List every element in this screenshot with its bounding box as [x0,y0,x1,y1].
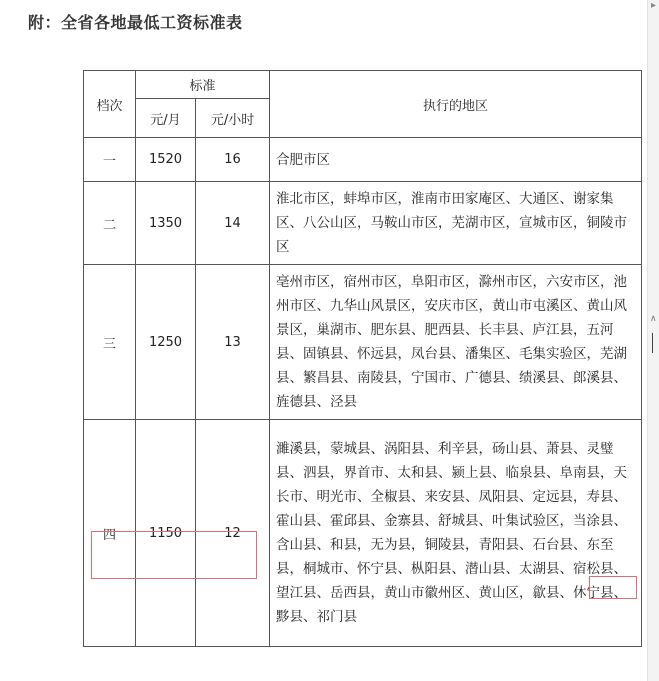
regions-cell: 濉溪县，蒙城县、涡阳县、利辛县，砀山县、萧县、灵璧县、泗县，界首市、太和县、颍上县、临泉县、阜南县，天长市、明光市、全椒县、来安县、凤阳县、定远县，寿县、霍山县、霍邱县、金寨县、舒城县、叶集试验区，当涂县、含山县、和县，无为县，铜陵县，青阳县、石台县、东至县，桐城市、怀宁县、枞阳县、潜山县、太湖县、宿松县、望江县、岳西县，黄山市徽州区、黄山区，歙县、休宁县、黟县、祁门县 [270,420,642,647]
table-row [84,265,642,420]
hourly-cell: 13 [196,265,270,420]
monthly-cell: 1520 [136,138,196,182]
grade-cell: 一 [84,138,136,182]
header-regions: 执行的地区 [270,71,642,138]
hourly-cell: 14 [196,182,270,265]
hourly-cell: 12 [196,420,270,647]
header-monthly: 元/月 [136,99,196,138]
highlight-box-qianshan [589,576,637,599]
monthly-cell: 1150 [136,420,196,647]
highlight-box-grade-four [91,531,257,579]
table-header-row [84,71,642,99]
grade-cell: 二 [84,182,136,265]
monthly-cell: 1350 [136,182,196,265]
header-standard: 标准 [136,71,270,99]
header-hourly: 元/小时 [196,99,270,138]
right-edge-panel [647,0,659,681]
grade-cell: 三 [84,265,136,420]
hourly-cell: 16 [196,138,270,182]
regions-cell: 淮北市区，蚌埠市区，淮南市田家庵区、大通区、谢家集区、八公山区，马鞍山市区，芜湖市区，宣城市区，铜陵市区 [270,182,642,265]
monthly-cell: 1250 [136,265,196,420]
page-title: 附：全省各地最低工资标准表 [28,13,243,32]
table-row [84,182,642,265]
table-row [84,138,642,182]
regions-cell: 合肥市区 [270,138,642,182]
regions-cell: 亳州市区，宿州市区，阜阳市区，滁州市区，六安市区，池州市区、九华山风景区，安庆市区，黄山市屯溪区、黄山风景区，巢湖市、肥东县、肥西县、长丰县、庐江县，五河县、固镇县、怀远县，凤台县、潘集区、毛集实验区，芜湖县、繁昌县、南陵县，宁国市、广德县、绩溪县、郎溪县、旌德县、泾县 [270,265,642,420]
caret-up-icon: ∧ [650,314,657,324]
scroll-arrow-icon: ▸ [651,0,657,11]
grade-cell: 四 [84,420,136,647]
text-cursor-icon [652,333,653,353]
header-grade: 档次 [84,71,136,138]
